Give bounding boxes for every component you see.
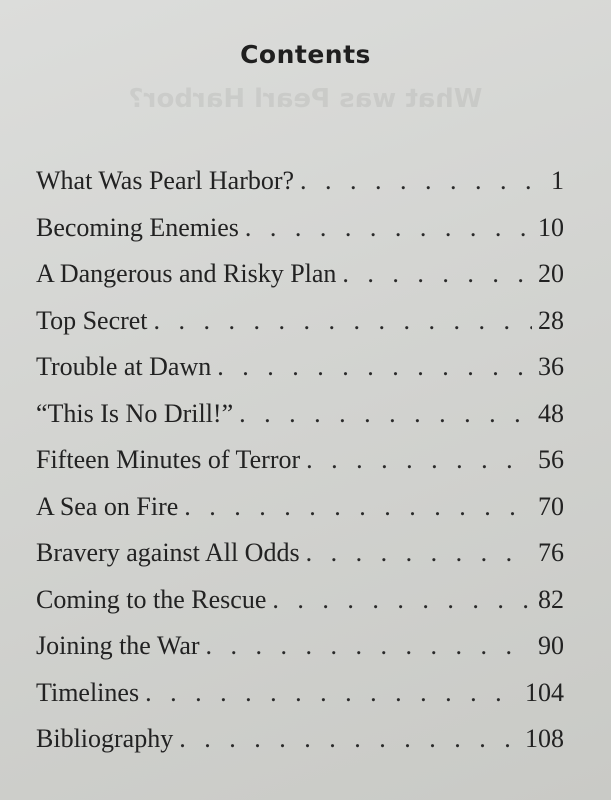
toc-entry (36, 492, 564, 539)
toc-entry (36, 213, 564, 260)
toc-entry-title: Trouble at Dawn (36, 352, 212, 381)
toc-entry (36, 678, 564, 725)
toc-entry-page: 108 (525, 724, 564, 753)
toc-entry-page: 82 (538, 584, 564, 614)
dot-leader (154, 306, 532, 336)
toc-entry-title: Becoming Enemies (36, 212, 239, 242)
toc-entry-title: Coming to the Rescue (36, 584, 267, 614)
toc-entry (36, 399, 564, 446)
toc-entry-title: Bravery against All Odds (36, 538, 300, 567)
toc-entry-title: Joining the War (36, 631, 200, 660)
toc-entry-page: 56 (538, 445, 564, 474)
table-of-contents (36, 166, 564, 771)
dot-leader (179, 724, 519, 754)
dot-leader (306, 445, 532, 475)
dot-leader (300, 166, 545, 196)
toc-entry (36, 724, 564, 771)
dot-leader (306, 538, 532, 568)
toc-entry-title: Bibliography (36, 724, 174, 753)
toc-entry-page: 90 (538, 631, 564, 660)
toc-entry-page: 48 (538, 398, 564, 428)
toc-entry-title: Fifteen Minutes of Terror (36, 445, 301, 474)
toc-entry-title: “This Is No Drill!” (36, 398, 234, 428)
toc-entry (36, 585, 564, 632)
toc-entry-title: A Sea on Fire (36, 491, 179, 521)
toc-entry (36, 259, 564, 306)
dot-leader (342, 259, 532, 289)
toc-entry-title: A Dangerous and Risky Plan (36, 259, 337, 288)
toc-entry-page: 20 (538, 259, 564, 288)
toc-entry (36, 306, 564, 353)
toc-entry-page: 76 (538, 538, 564, 567)
dot-leader (245, 213, 532, 243)
dot-leader (206, 631, 532, 661)
toc-entry (36, 166, 564, 213)
bleed-through-text: What was Pearl Harbor? (128, 84, 483, 114)
toc-entry-page: 36 (538, 352, 564, 381)
toc-entry-title: Top Secret (36, 305, 148, 335)
toc-entry-page: 1 (551, 166, 564, 195)
toc-entry-page: 10 (538, 212, 564, 242)
toc-entry-title: Timelines (36, 677, 140, 707)
dot-leader (145, 678, 519, 708)
toc-entry-page: 104 (525, 677, 564, 707)
toc-entry (36, 631, 564, 678)
toc-entry-page: 70 (538, 491, 564, 521)
page-title: Contents (240, 40, 371, 69)
dot-leader (239, 399, 532, 429)
toc-entry-title: What Was Pearl Harbor? (36, 166, 295, 195)
toc-entry-page: 28 (538, 305, 564, 335)
dot-leader (217, 352, 532, 382)
dot-leader (184, 492, 532, 522)
toc-entry (36, 538, 564, 585)
toc-entry (36, 445, 564, 492)
dot-leader (272, 585, 532, 615)
toc-entry (36, 352, 564, 399)
